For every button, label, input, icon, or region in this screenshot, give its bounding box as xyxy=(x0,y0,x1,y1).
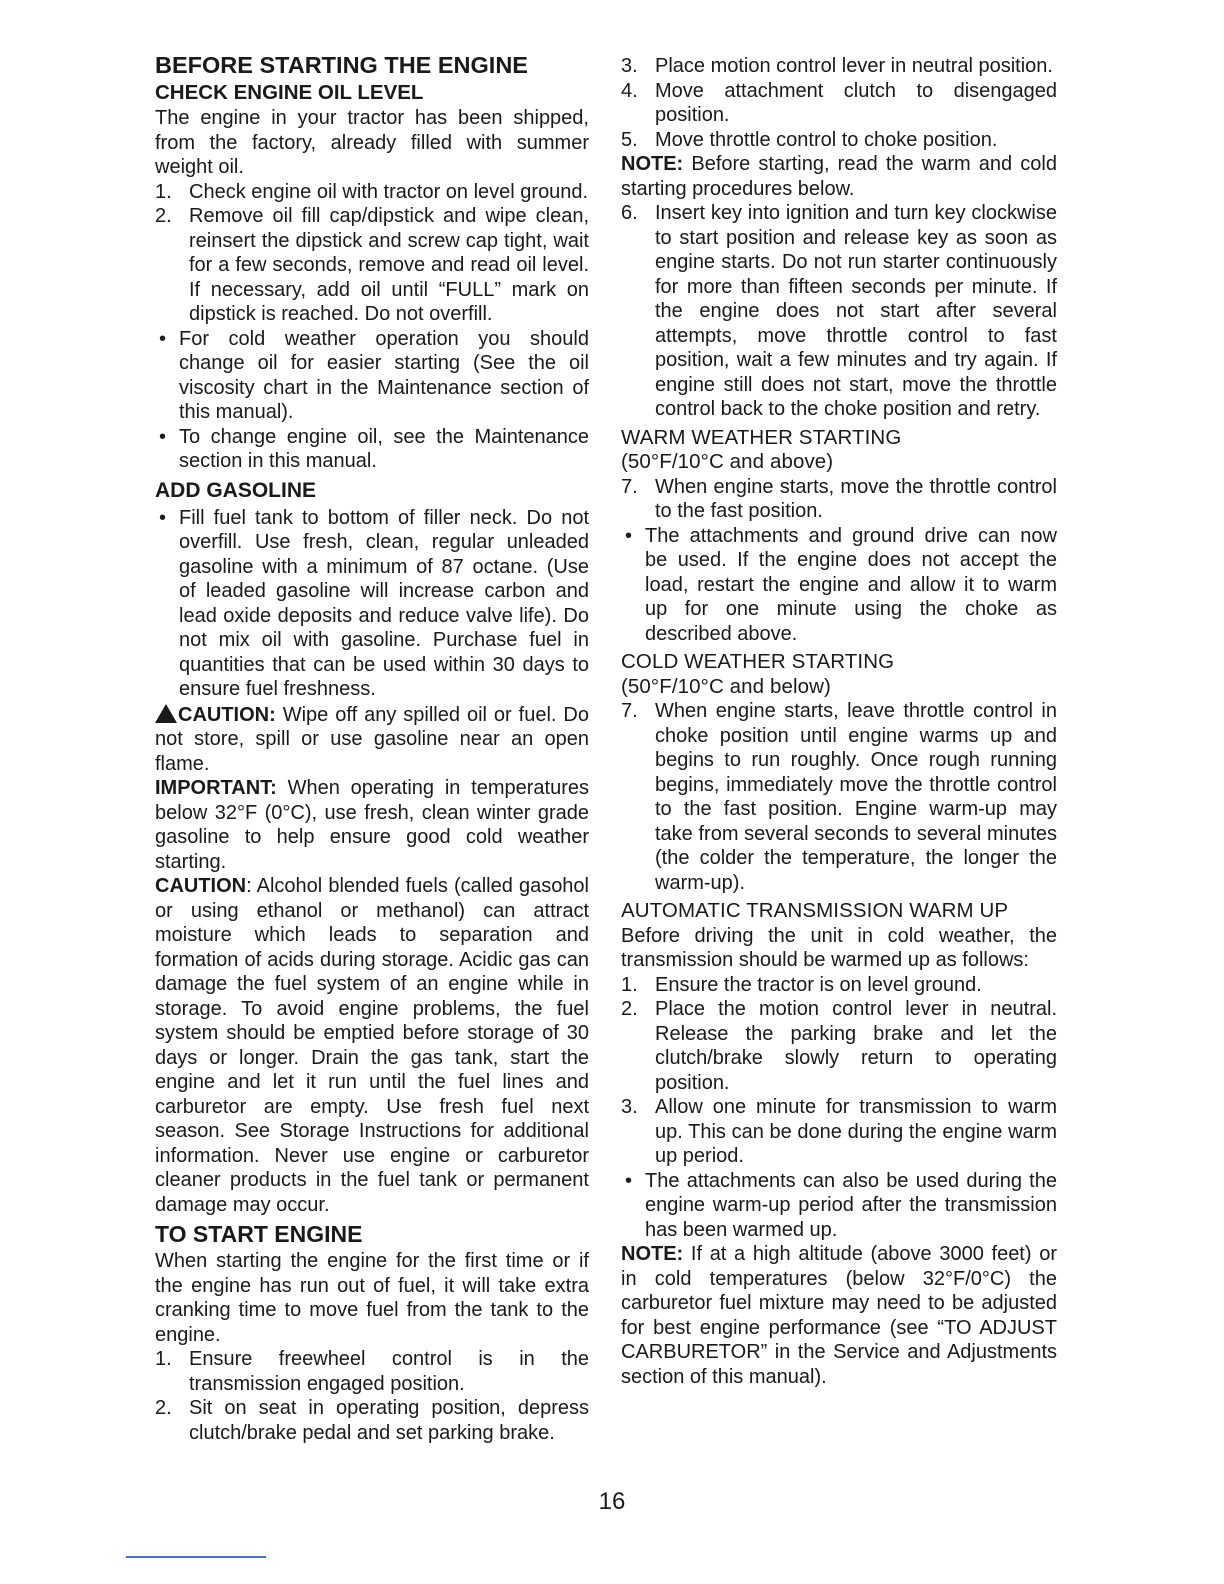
caution-text: Wipe off any spilled oil or fuel. Do not store, spill or use gasoline near an open flame. xyxy=(155,703,589,775)
list-item xyxy=(621,973,1057,998)
note-high-altitude xyxy=(621,1242,1057,1389)
list-item xyxy=(621,475,1057,524)
list-item xyxy=(621,79,1057,128)
note-before-starting xyxy=(621,152,1057,201)
start-intro: When starting the engine for the first time or if the engine has run out of fuel, it will take extra cranking time to move fuel from the tank to the engine. xyxy=(155,1250,589,1346)
bullet-item xyxy=(155,425,589,474)
item-number: 2. xyxy=(155,1397,172,1419)
item-number: 4. xyxy=(621,79,638,102)
list-item xyxy=(621,699,1057,895)
note-text: Before starting, read the warm and cold starting procedures below. xyxy=(621,153,1057,200)
item-number: 7. xyxy=(621,700,638,722)
left-column xyxy=(155,50,589,1445)
list-item xyxy=(621,201,1057,422)
item-number: 1. xyxy=(155,1348,172,1370)
note-text: If at a high altitude (above 3000 feet) or in cold temperatures (below 32°F/0°C) the carburetor fuel mixture may need to be adjusted for best engine performance (see “TO ADJUST CARBURETOR” in the Service and Adjustments section of this manual). xyxy=(621,1243,1057,1388)
bullet-icon: • xyxy=(625,524,633,547)
item-number: 1. xyxy=(621,973,638,996)
item-number: 2. xyxy=(155,205,172,227)
important-note xyxy=(155,776,589,874)
item-number: 3. xyxy=(621,1096,638,1118)
auto-transmission-title: AUTOMATIC TRANSMISSION WARM UP xyxy=(621,899,1009,922)
list-item xyxy=(621,54,1057,79)
bullet-icon: • xyxy=(159,506,167,529)
item-text: Place motion control lever in neutral position. xyxy=(655,55,1053,77)
bullet-icon: • xyxy=(159,327,167,350)
list-item xyxy=(155,204,589,327)
bullet-item xyxy=(155,506,589,702)
important-label: IMPORTANT: xyxy=(155,777,277,799)
caution-fuel xyxy=(155,702,589,777)
caution-alcohol xyxy=(155,874,589,1217)
oil-intro: The engine in your tractor has been shipped, from the factory, already filled with summer weight oil. xyxy=(155,107,589,178)
heading-before-starting: BEFORE STARTING THE ENGINE xyxy=(155,52,528,78)
bullet-item xyxy=(155,327,589,425)
item-text: When engine starts, move the throttle control to the fast position. xyxy=(655,475,1057,522)
list-item xyxy=(621,128,1057,153)
item-number: 7. xyxy=(621,475,638,498)
item-number: 5. xyxy=(621,128,638,151)
item-number: 3. xyxy=(621,55,638,77)
important-text: When operating in temperatures below 32°F (0°C), use fresh, clean winter grade gasoline to help ensure good cold weather starting. xyxy=(155,777,589,873)
item-text: When engine starts, leave throttle control in choke position until engine warms up and begins to run roughly. Once rough running begins, immediately move the throttle control to the fast position. Engine warm-up may take from several seconds to several minutes (the colder the temperature, the longer the warm-up). xyxy=(655,700,1057,894)
footer-rule xyxy=(126,1556,266,1558)
item-number: 1. xyxy=(155,180,172,203)
list-item xyxy=(621,997,1057,1095)
list-item xyxy=(155,1396,589,1445)
item-text: Ensure freewheel control is in the transmission engaged position. xyxy=(189,1348,589,1395)
bullet-item xyxy=(621,524,1057,647)
heading-add-gasoline: ADD GASOLINE xyxy=(155,478,317,502)
bullet-item xyxy=(621,1169,1057,1243)
item-text: The attachments and ground drive can now be used. If the engine does not accept the load, restart the engine and allow it to warm up for one minute using the choke as described above. xyxy=(645,524,1057,645)
warning-triangle-icon xyxy=(155,704,177,723)
item-text: Place the motion control lever in neutral. Release the parking brake and let the clutch/brake slowly return to operating position. xyxy=(655,998,1057,1094)
item-text: Check engine oil with tractor on level ground. xyxy=(189,180,589,203)
item-text: Remove oil fill cap/dipstick and wipe clean, reinsert the dipstick and screw cap tight, wait for a few seconds, remove and read oil level. If necessary, add oil until “FULL” mark on dipstick is reached. Do not overfill. xyxy=(189,205,589,325)
note-label: NOTE: xyxy=(621,1243,684,1265)
warm-weather-range: (50°F/10°C and above) xyxy=(621,450,834,473)
heading-check-oil: CHECK ENGINE OIL LEVEL xyxy=(155,81,424,104)
right-column xyxy=(621,54,1057,1389)
item-text: Ensure the tractor is on level ground. xyxy=(655,973,982,996)
heading-to-start-engine: TO START ENGINE xyxy=(155,1221,363,1247)
item-text: Allow one minute for transmission to warm up. This can be done during the engine warm up period. xyxy=(655,1096,1057,1167)
list-item xyxy=(621,1095,1057,1169)
list-item xyxy=(155,180,589,205)
cold-weather-title: COLD WEATHER STARTING xyxy=(621,650,895,673)
bullet-icon: • xyxy=(159,425,167,448)
bullet-icon: • xyxy=(625,1169,633,1192)
auto-transmission-intro: Before driving the unit in cold weather, the transmission should be warmed up as follows: xyxy=(621,924,1057,971)
item-text: To change engine oil, see the Maintenance section in this manual. xyxy=(179,425,589,472)
list-item xyxy=(155,1347,589,1396)
item-number: 2. xyxy=(621,998,638,1020)
item-number: 6. xyxy=(621,202,638,224)
item-text: Sit on seat in operating position, depress clutch/brake pedal and set parking brake. xyxy=(189,1397,589,1444)
page-number: 16 xyxy=(598,1488,626,1515)
item-text: For cold weather operation you should change oil for easier starting (See the oil viscosity chart in the Maintenance section of this manual). xyxy=(179,327,589,423)
item-text: Move throttle control to choke position. xyxy=(655,128,998,151)
caution-text: : Alcohol blended fuels (called gasohol or using ethanol or methanol) can attract moisture which leads to separation and formation of acids during storage. Acidic gas can damage the fuel system of an engine while in storage. To avoid engine problems, the fuel system should be emptied before storage of 30 days or longer. Drain the gas tank, start the engine and let it run until the fuel lines and carburetor are empty. Use fresh fuel next season. See Storage Instructions for additional information. Never use engine or carburetor cleaner products in the fuel tank or permanent damage may occur. xyxy=(155,875,589,1216)
note-label: NOTE: xyxy=(621,153,684,175)
caution-label: CAUTION: xyxy=(178,703,276,726)
item-text: The attachments can also be used during the engine warm-up period after the transmission has been warmed up. xyxy=(645,1169,1057,1241)
item-text: Insert key into ignition and turn key clockwise to start position and release key as soon as engine starts. Do not run starter continuously for more than fifteen seconds per minute. If the engine does not start after several attempts, move throttle control to fast position, wait a few minutes and try again. If engine still does not start, move the throttle control back to the choke position and retry. xyxy=(655,202,1057,420)
warm-weather-title: WARM WEATHER STARTING xyxy=(621,425,902,449)
cold-weather-range: (50°F/10°C and below) xyxy=(621,674,831,698)
caution-label: CAUTION xyxy=(155,875,247,897)
item-text: Fill fuel tank to bottom of filler neck. Do not overfill. Use fresh, clean, regular unleaded gasoline with a minimum of 87 octane. (Use of leaded gasoline will increase carbon and lead oxide deposits and reduce valve life). Do not mix oil with gasoline. Purchase fuel in quantities that can be used within 30 days to ensure fuel freshness. xyxy=(179,506,589,700)
item-text: Move attachment clutch to disengaged position. xyxy=(655,79,1057,126)
